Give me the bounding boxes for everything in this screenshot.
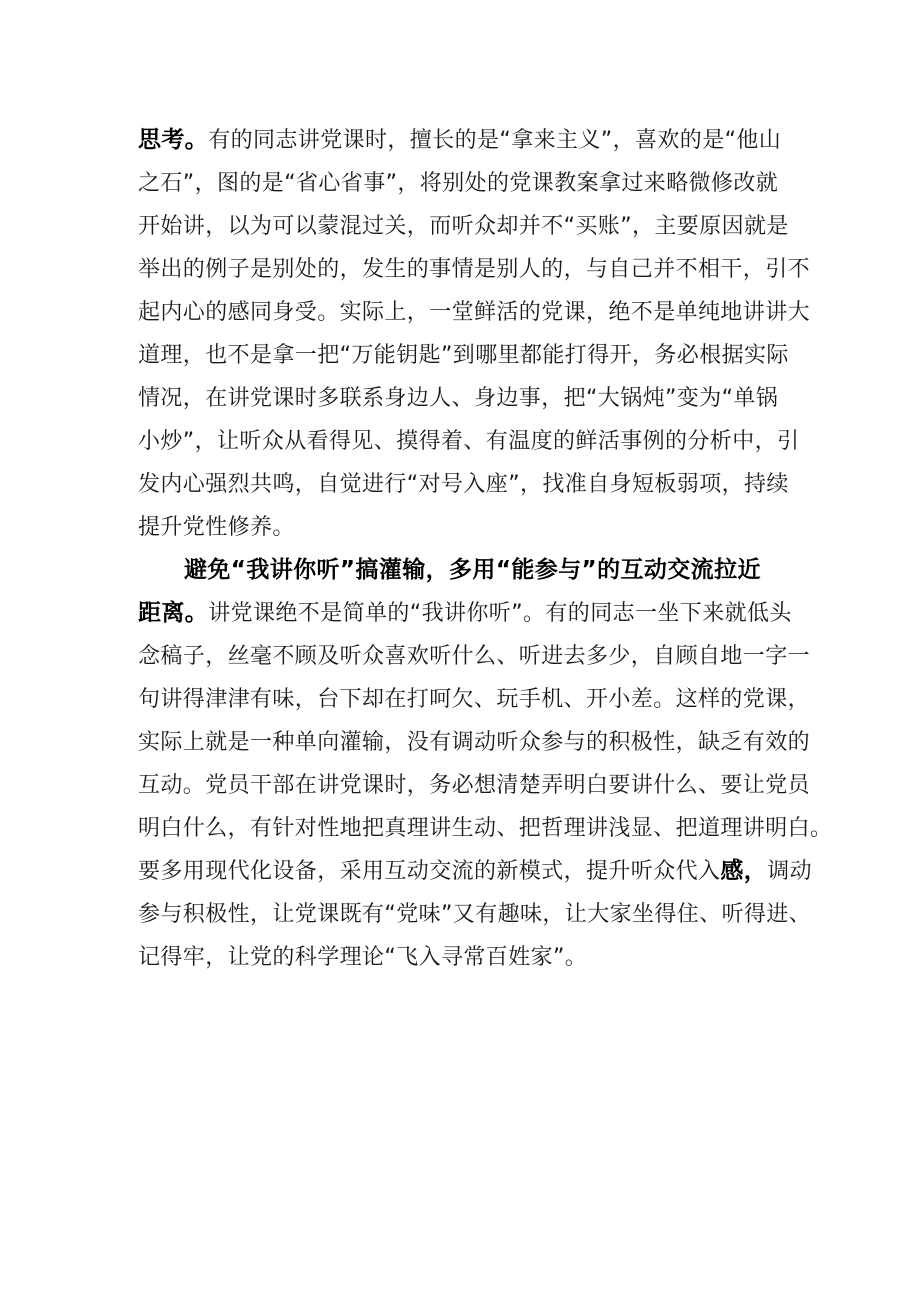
paragraph-2-heading-tail: 距离。 <box>138 600 209 626</box>
paragraph-2-line-2 <box>138 592 792 635</box>
paragraph-2-line-7: 明白什么，有针对性地把真理讲生动、把哲理讲浅显、把道理讲明白。 <box>138 816 833 841</box>
paragraph-2-line-8-after: 调动 <box>767 859 813 884</box>
paragraph-2-line-8-before: 要多用现代化设备，采用互动交流的新模式，提升听众代入 <box>138 859 721 884</box>
paragraph-2-line-10: 记得牢，让党的科学理论“飞入寻常百姓家”。 <box>138 945 588 970</box>
paragraph-2-line-4: 句讲得津津有味，台下却在打呵欠、玩手机、开小差。这样的党课， <box>138 687 811 712</box>
paragraph-2-line-8-bold: 感， <box>720 858 768 884</box>
paragraph-1-line-6: 道理，也不是拿一把“万能钥匙”到哪里都能打得开，务必根据实际 <box>138 343 789 368</box>
paragraph-2-line-3: 念稿子，丝毫不顾及听众喜欢听什么、听进去多少，自顾自地一字一 <box>138 644 811 669</box>
paragraph-1-line-3: 开始讲，以为可以蒙混过关，而听众却并不“买账”，主要原因就是 <box>138 214 789 239</box>
paragraph-2-line-2-text: 讲党课绝不是简单的“我讲你听”。有的同志一坐下来就低头 <box>208 601 792 626</box>
paragraph-2-line-5: 实际上就是一种单向灌输，没有调动听众参与的积极性，缺乏有效的 <box>138 730 811 755</box>
paragraph-1-line-2: 之石”，图的是“省心省事”，将别处的党课教案拿过来略微修改就 <box>138 171 779 196</box>
paragraph-2-line-6: 互动。党员干部在讲党课时，务必想清楚弄明白要讲什么、要让党员 <box>138 773 811 798</box>
paragraph-2-line-9: 参与积极性，让党课既有“党味”又有趣味，让大家坐得住、听得进、 <box>138 902 812 927</box>
paragraph-1-line-5: 起内心的感同身受。实际上，一堂鲜活的党课，绝不是单纯地讲讲大 <box>138 300 811 325</box>
paragraph-1 <box>138 119 811 549</box>
paragraph-2-line-8 <box>138 850 813 893</box>
paragraph-1-line-1-text: 有的同志讲党课时，擅长的是“拿来主义”，喜欢的是“他山 <box>208 128 782 153</box>
paragraph-1-line-7: 情况，在讲党课时多联系身边人、身边事，把“大锅炖”变为“单锅 <box>138 386 779 411</box>
paragraph-2 <box>138 549 833 979</box>
paragraph-1-heading-tail: 思考。 <box>138 127 209 153</box>
paragraph-2-heading: 避免“我讲你听”搞灌输，多用“能参与”的互动交流拉近 <box>184 557 761 583</box>
paragraph-1-line-10: 提升党性修养。 <box>138 515 295 540</box>
paragraph-1-line-9: 发内心强烈共鸣，自觉进行“对号入座”，找准自身短板弱项，持续 <box>138 472 789 497</box>
paragraph-1-line-8: 小炒”，让听众从看得见、摸得着、有温度的鲜活事例的分析中，引 <box>138 429 800 454</box>
paragraph-1-line-1 <box>138 119 788 162</box>
paragraph-1-line-4: 举出的例子是别处的，发生的事情是别人的，与自己并不相干，引不 <box>138 257 811 282</box>
